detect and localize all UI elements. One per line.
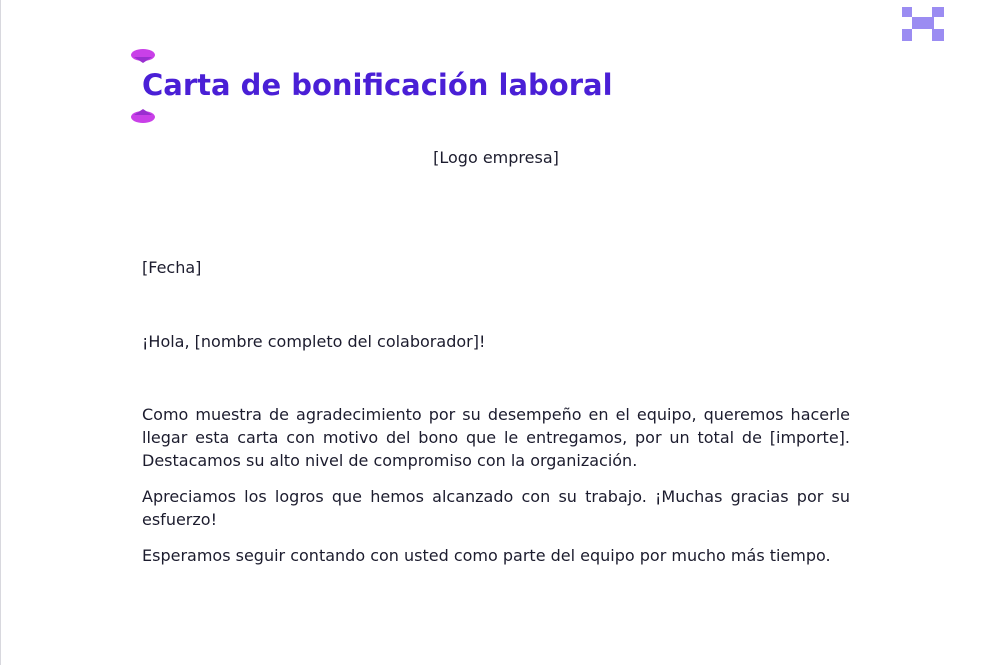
body-paragraph: Apreciamos los logros que hemos alcanzado con su trabajo. ¡Muchas gracias por su esfuerzo! xyxy=(142,487,850,529)
company-brand-logo-icon xyxy=(902,7,944,41)
purple-diamond-icon xyxy=(130,108,156,124)
greeting: ¡Hola, [nombre completo del colaborador]! xyxy=(142,332,486,351)
date-placeholder: [Fecha] xyxy=(142,258,202,277)
body-paragraph: Como muestra de agradecimiento por su desempeño en el equipo, queremos hacerle llegar esta carta con motivo del bono que le entregamos, por un total de [importe]. Destacamos su alto nivel de compromiso con la organización. xyxy=(142,405,850,470)
company-logo-placeholder: [Logo empresa] xyxy=(433,148,559,167)
letter-body xyxy=(142,403,850,580)
document-title: Carta de bonificación laboral xyxy=(142,68,613,102)
body-paragraph: Esperamos seguir contando con usted como parte del equipo por mucho más tiempo. xyxy=(142,546,831,565)
page-edge xyxy=(0,0,1,665)
purple-diamond-icon xyxy=(130,48,156,64)
